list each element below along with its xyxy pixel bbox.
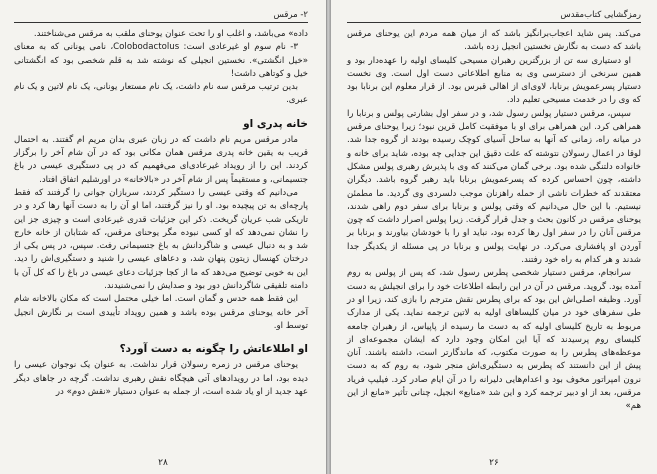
paragraph: می‌کند. پس شاید اعجاب‌برانگیز باشد که از میان همه مردم این یوحنای مرقس باشد که دست به نگارش نخستین انجیل زده باشد. xyxy=(347,29,641,53)
left-page xyxy=(0,0,326,474)
left-body-text xyxy=(14,28,308,399)
running-head-title: رمزگشایی کتاب‌مقدس xyxy=(560,10,641,20)
right-page xyxy=(331,0,657,474)
paragraph: داده» می‌باشد، و اغلب او را تحت عنوان یوحنای ملقب به مرقس می‌شناختند. xyxy=(33,29,308,39)
paragraph: یوحنای مرقس در زمره رسولان قرار نداشت. به عنوان یک نوجوان عیسی را دیده بود، اما در رویدادهای آتی هیچگاه نقش رهبری نداشت. گرچه در جاهای دیگر عهد جدید از او یاد شده است، از جمله به عنوان دستیار «نقش دوم» در xyxy=(14,360,308,397)
section-heading: او اطلاعاتش را چگونه به دست آورد؟ xyxy=(119,343,308,356)
running-head-title: ۲- مرقس xyxy=(273,10,308,20)
paragraph: مادر مرقس مریم نام داشت که در زبان عبری بدان مریم ام گفتند. به احتمال قریب به یقین خانه پدری مرقس همان مکانی بود که در آن شام آخر را برگزار کردند. این را از رویداد غیرعادی‌ای می‌فهمیم که در پی دستگیری عیسی در باغ جتسیمانی، و مستقیماً پس از شام آخر در «بالاخانه» در اورشلیم اتفاق افتاد. xyxy=(14,134,308,185)
paragraph: ۳- نام سوم او غیرعادی است: Colobodactolus، نامی یونانی که به معنای «خیل انگشتی». نخستین انجیلی که نوشته شد به قلم شخصی بود که انگشتانی خیل و کوتاهی داشت! xyxy=(14,42,308,79)
paragraph: سپس، مرقس دستیار پولس رسول شد، و در سفر اول بشارتی پولس و برنابا را همراهی کرد. این همراهی برای او با موفقیت کامل قرین نبود؛ زیرا یوحنای مرقس در میانه راه، زمانی که آنها به ساحل آسیای کوچک رسیده بودند از گروه جدا شد. لوقا در اعمال رسولان نتوشته که علت دقیق این جدایی چه بوده، شاید برای خانه و خانواده دلتنگی شده بود. برخی گمان می‌کنند که وی با پذیرش رهبری پولس مشکل داشته، چون احساس کرده که پسرعمویش برنابا باید رهبر گروه باشد. دیگران معتقدند که خطرات ناشی از حمله راهزنان موجب دلسردی وی گردید. ما مطمئن نیستیم. با این حال می‌دانیم که وقتی پولس و برنابا برای سفر دوم راهی شدند، یوحنای مرقس در کانون بحث و جدل قرار گرفت. زیرا پولس اصرار داشت که چون مرقس آنان را در سفر اول رها کرده بود، نباید او را با خودشان بیاورند و برنابا بر آوردن او پافشاری می‌کرد. در نهایت پولس و برنابا در پی مسئله از یکدیگر جدا شدند و هر کدام به راه خود رفتند. xyxy=(347,108,641,266)
running-head-right xyxy=(347,8,641,23)
paragraph: بدین ترتیب مرقس سه نام داشت، یک نام مستعار یونانی، یک نام لاتین و یک نام عبری. xyxy=(14,82,308,106)
running-head-left xyxy=(14,8,308,23)
paragraph: این فقط همه حدس و گمان است. اما خیلی محتمل است که مکان بالاخانه شام آخر خانه یوحنای مرقس بوده باشد و همین رویداد تأییدی است بر نگارش انجیل توسط او. xyxy=(14,294,308,331)
page-number: ۲۸ xyxy=(158,458,168,468)
page-number: ۲۶ xyxy=(489,458,499,468)
section-heading: خانه پدری او xyxy=(243,117,308,130)
paragraph: سرانجام، مرقس دستیار شخصی پطرس رسول شد، که پس از پولس به روم آمده بود. گروید. مرقس در آن در این رابطه اطلاعات خود را برای انجیلش به دست آورد. وظیفه اصلی‌اش این بود که برای پطرس نقش مترجم را بازی کند، زیرا او در طی سفرهای خود در میان کلیساهای اولیه به لاتین ترجمه نماید. یکی از مدارک مربوط به تاریخ کلیسای اولیه که به دست ما رسیده از پاپیاس، از رهبران جامعه کلیسای روم پرسیدند که آیا این امکان وجود دارد که ایشان مجموعه‌ای از موعظه‌های پطرس را به صورت مکتوب، که ماندگارتر است، داشته باشند. آنان پیش از این دانستند که پطرس به دستگیری‌اش منجر شود، به روم که به دست نرون امپراتور مخوف بود و اعدام‌هایی دلیرانه را در آن ایام صادر کرد. فیلیپ فریاد مرقس، بعد از او دبیر ترجمه کرد و این شد «منابع» انجیل، چنانی تأثیر «مانع از این هم» xyxy=(347,268,641,412)
paragraph: می‌دانیم که وقتی عیسی را دستگیر کردند، سربازان جوانی را گرفتند که فقط پارچه‌ای به تن پیچیده بود. او را نیز گرفتند، اما او آن را به دست آنها رها کرد و در تاریکی شب عریان گریخت. ذکر این جزئیات قدری غیرعادی است و چیزی جز این را نشان نمی‌دهد که او کسی نبوده مگر یوحنای مرقس، که شتابان از خانه خارج شد و به دنبال عیسی و شاگردانش به باغ جتسیمانی رفت. سپس، در پس یکی از درختان کهنسال زیتون پنهان شد، و دعاهای عیسی را شنید و دستگیری‌اش را دید. این به خوبی توضیح می‌دهد که ما از کجا جزئیات دعای عیسی در باغ را که کل آن با دامنه تلفیقی شاگردانش دور بود و صدایش را نمی‌شنیدند. xyxy=(14,187,308,292)
right-body-text xyxy=(347,28,641,414)
paragraph: او دستیاری سه تن از بزرگترین رهبران مسیحی کلیسای اولیه را عهده‌دار بود و همین سرنخی از دسترسی وی به منابع اطلاعاتی دست اول است. وی نخست دستیار پسرعمویش برنابا، لاوی‌ای از اهالی قبرس بود. از قرار معلوم این برنابا بود که وی را در خدمت مسیحی تعلیم داد. xyxy=(347,55,641,106)
